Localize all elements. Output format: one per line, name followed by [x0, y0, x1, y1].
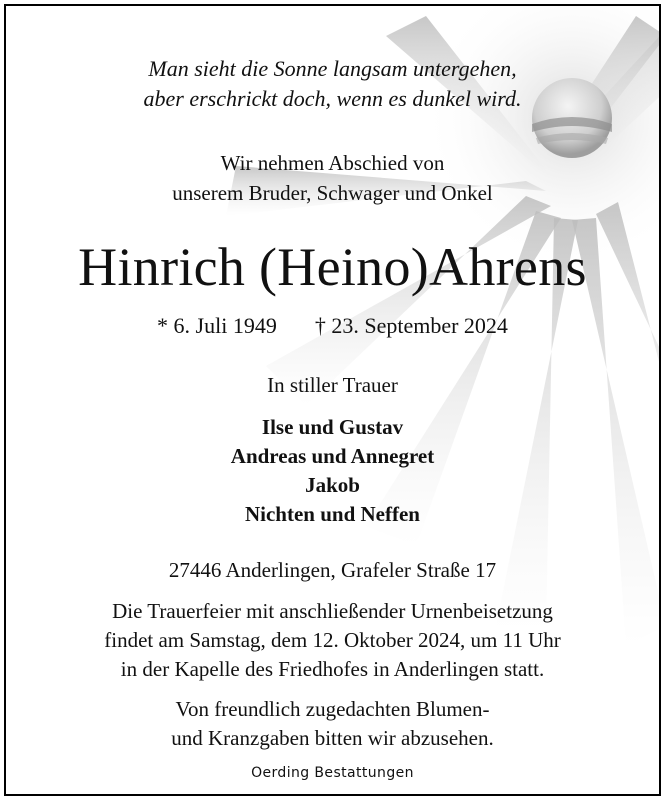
flowers-note-line-1: Von freundlich zugedachten Blumen- [175, 697, 490, 721]
life-dates [6, 311, 659, 341]
mourning-label: In stiller Trauer [267, 373, 398, 397]
deceased-name: Hinrich (Heino)Ahrens [78, 237, 587, 297]
birth-date: * 6. Juli 1949 [157, 313, 277, 338]
address: 27446 Anderlingen, Grafeler Straße 17 [168, 558, 497, 582]
death-date: † 23. September 2024 [314, 313, 508, 338]
ceremony-line-1: Die Trauerfeier mit anschließender Urnenbeisetzung [112, 599, 553, 623]
ceremony-line-2: findet am Samstag, dem 12. Oktober 2024, um 11 Uhr [104, 628, 561, 652]
mourner-4: Nichten und Neffen [244, 502, 420, 526]
funeral-home: Oerding Bestattungen [251, 765, 414, 781]
obituary-notice [4, 4, 661, 796]
flowers-note-line-2: und Kranzgaben bitten wir abzusehen. [171, 726, 494, 750]
ceremony-line-3: in der Kapelle des Friedhofes in Anderlingen statt. [120, 657, 545, 681]
mourner-1: Ilse und Gustav [261, 415, 404, 439]
intro-line-1: Wir nehmen Abschied von [220, 151, 445, 175]
intro-line-2: unserem Bruder, Schwager und Onkel [172, 181, 493, 205]
mourner-2: Andreas und Annegret [230, 444, 435, 468]
mourner-3: Jakob [305, 473, 360, 497]
motto-line-1: Man sieht die Sonne langsam untergehen, [148, 56, 517, 81]
motto-line-2: aber erschrickt doch, wenn es dunkel wird. [143, 86, 522, 111]
